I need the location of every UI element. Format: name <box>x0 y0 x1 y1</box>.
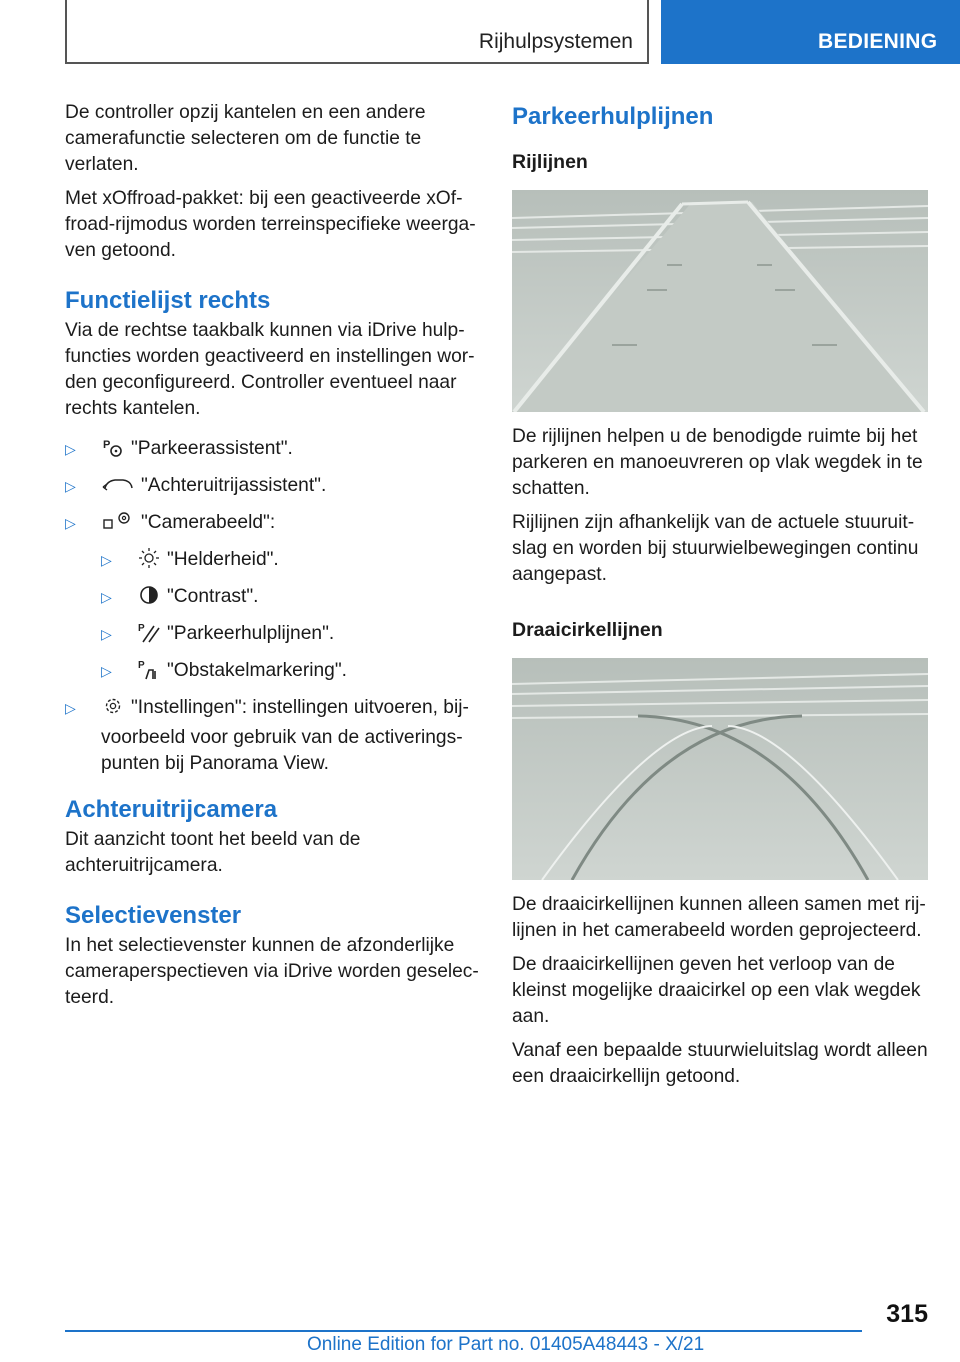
page-number: 315 <box>886 1300 928 1328</box>
paragraph: Met xOffroad-pakket: bij een geactiveerde xOffroad-rijmodus worden terreinspecifieke weergaven getoond. <box>65 188 476 261</box>
list-item-sub: ▷ P "Parkeerhulplijnen". <box>65 621 480 651</box>
paragraph: Dit aanzicht toont het beeld van de achteruitrijcamera. <box>65 829 361 876</box>
reverse-assist-icon <box>101 475 135 503</box>
rijlijnen-image <box>512 190 928 412</box>
bullet-triangle-icon: ▷ <box>65 478 76 494</box>
svg-text:P: P <box>138 623 145 634</box>
parking-lines-icon <box>137 621 161 651</box>
paragraph: De controller opzij kantelen en een andere camerafunctie selecteren om de functie te verlaten. <box>65 102 426 175</box>
bullet-triangle-icon: ▷ <box>101 552 112 568</box>
bullet-triangle-icon: ▷ <box>65 441 76 457</box>
svg-text:P: P <box>138 660 145 671</box>
list-item: ▷ "Achteruitrijassistent". <box>65 473 480 503</box>
brightness-icon <box>137 547 161 577</box>
bullet-triangle-icon: ▷ <box>101 663 112 679</box>
list-item: ▷ "Instellingen": instellingen uitvoeren, bijvoorbeeld voor gebruik van de activeringspunten bij Panorama View. <box>65 697 469 774</box>
obstacle-marking-icon <box>137 658 161 688</box>
paragraph: De draaicirkellijnen kunnen alleen samen met rijlijnen in het camerabeeld worden geprojecteerd. <box>512 894 926 941</box>
bullet-triangle-icon: ▷ <box>65 515 76 531</box>
heading-functielijst: Functielijst rechts <box>65 287 271 314</box>
header-chapter-box <box>65 0 649 64</box>
paragraph: In het selectievenster kunnen de afzonderlijke cameraperspectieven via iDrive worden geselecteerd. <box>65 935 479 1008</box>
paragraph: Vanaf een bepaalde stuurwieluitslag wordt alleen een draaicirkellijn getoond. <box>512 1040 928 1087</box>
rijlijnen-figure <box>512 190 928 412</box>
draaicirkellijnen-image <box>512 658 928 880</box>
subheading-rijlijnen: Rijlijnen <box>512 151 588 173</box>
footer-edition: Online Edition for Part no. 01405A48443 - X/21 <box>307 1334 705 1355</box>
subheading-draaicirkellijnen: Draaicirkellijnen <box>512 619 663 641</box>
bullet-triangle-icon: ▷ <box>65 700 76 716</box>
heading-parkeerhulplijnen: Parkeerhulplijnen <box>512 103 714 130</box>
list-item-sub: ▷ P "Obstakelmarkering". <box>65 658 480 688</box>
svg-text:P: P <box>103 439 111 451</box>
bullet-triangle-icon: ▷ <box>101 626 112 642</box>
heading-selectievenster: Selectievenster <box>65 902 242 929</box>
park-assist-icon <box>101 436 125 466</box>
bullet-triangle-icon: ▷ <box>101 589 112 605</box>
list-item-sub: ▷ "Contrast". <box>65 584 480 614</box>
paragraph: Via de rechtse taakbalk kunnen via iDrive hulpfuncties worden geactiveerd en instellingen worden geconfigureerd. Controller eventueel naar rechts kantelen. <box>65 320 475 419</box>
draaicirkellijnen-figure <box>512 658 928 880</box>
list-item-sub: ▷ "Helderheid". <box>65 547 480 577</box>
paragraph: Rijlijnen zijn afhankelijk van de actuele stuuruitslag en worden bij stuurwielbewegingen continu aangepast. <box>512 512 919 585</box>
paragraph: De draaicirkellijnen geven het verloop van de kleinst mogelijke draaicirkel op een vlak wegdek aan. <box>512 954 921 1027</box>
heading-achteruitrijcamera: Achteruitrijcamera <box>65 796 278 823</box>
footer-rule <box>65 1330 862 1332</box>
right-column <box>512 100 930 1098</box>
left-column <box>65 100 480 1019</box>
header-section: BEDIENING <box>818 30 938 53</box>
contrast-icon <box>137 584 161 614</box>
function-list <box>65 436 480 777</box>
gear-icon <box>101 695 125 725</box>
camera-settings-icon <box>101 510 135 540</box>
list-item: ▷ P "Parkeerassistent". <box>65 436 480 466</box>
header-chapter: Rijhulpsystemen <box>478 30 633 53</box>
header-section-box <box>661 0 960 64</box>
paragraph: De rijlijnen helpen u de benodigde ruimte bij het parkeren en manoeuvreren op vlak wegdek in te schatten. <box>512 426 923 499</box>
list-item: ▷ "Camerabeeld": <box>65 510 480 540</box>
